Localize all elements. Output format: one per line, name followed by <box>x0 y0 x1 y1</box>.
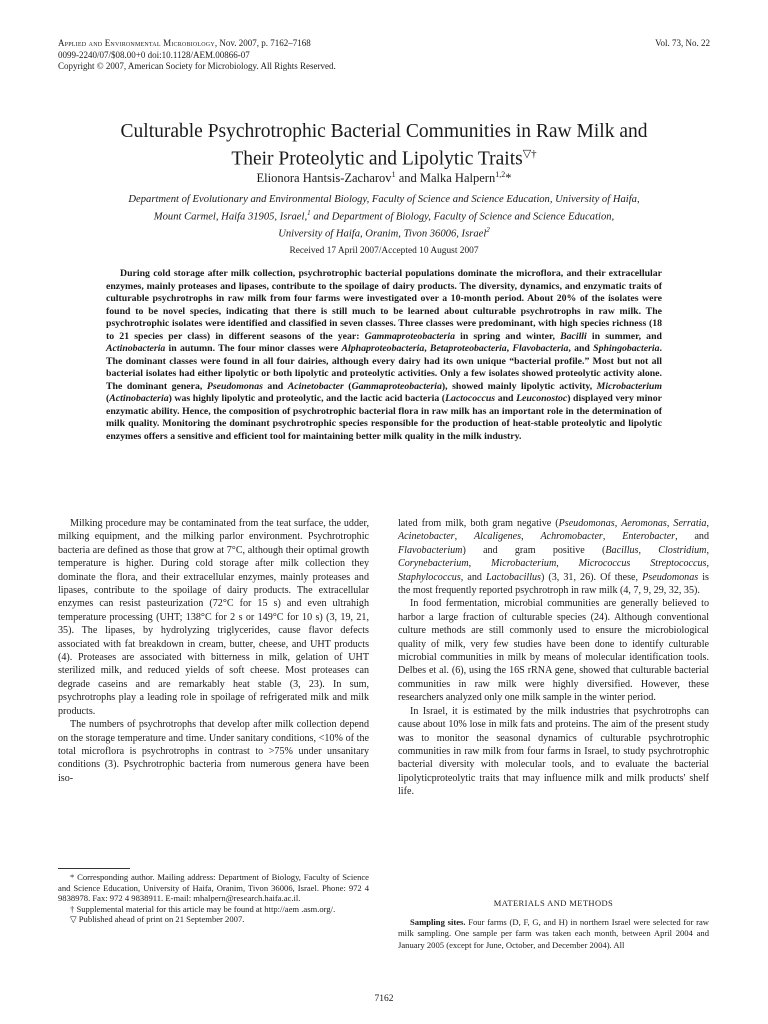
journal-name: Applied and Environmental Microbiology <box>58 38 215 48</box>
body-text: is the most frequently reported psychrotroph in raw milk (4, 7, 9, 29, 32, 35). <box>398 571 709 597</box>
copyright: Copyright © 2007, American Society for Microbiology. All Rights Reserved. <box>58 61 336 71</box>
abstract-text: , <box>506 343 513 354</box>
abstract-text: . The dominant classes were found in all four dairies, although every dairy had its own unique “bacterial profile.” Most but not all bacterial isolates had either lipolytic or both lipolytic and proteolytic activities. Only a few isolates showed proteolytic activity alone. The dominant genera, <box>106 343 662 392</box>
genus: Staphylococcus <box>398 571 461 583</box>
abstract-text: ) was highly lipolytic and proteolytic, and the lactic acid bacteria ( <box>168 393 446 404</box>
author-2: Malka Halpern <box>419 171 496 186</box>
received-date: Received 17 April 2007/Accepted 10 August 2007 <box>289 246 479 256</box>
abstract-text: ( <box>343 380 352 392</box>
body-paragraph <box>398 517 709 597</box>
taxon: Bacilli <box>560 330 587 342</box>
body-paragraph: Milking procedure may be contaminated from the teat surface, the udder, milking equipment, and the milking parlor environment. Psychrotrophic bacteria are defined as those that grow at 7°C, although their optimal growth temperature is higher. During cold storage after milk collection they dominate the flora, and their extracellular enzymes, mainly proteases and lipases, contribute to the spoilage of dairy products. The extracellular enzymes can resist pasteurization (72°C for 15 s) and even ultrahigh temperature processing (UHT; 138°C for 2 s or 149°C for 10 s) (3, 19, 21, 35). The lipases, by hydrolyzing triglycerides, cause flavor defects associated with fat breakdown in cream, butter, cheese, and UHT products (4). Proteases are associated with bitterness in milk, gelation of UHT sterilized milk, and reduced yields of soft cheese. Most proteases can degrade caseins and are remarkably heat stable (3, 23). In sum, psychrotrophs play a leading role in spoilage of refrigerated milk and milk products. <box>58 518 369 717</box>
genus: Acinetobacter <box>398 531 455 543</box>
methods-text: Four farms (D, F, G, and H) in northern Israel were selected for raw milk sampling. One sample per farm was taken each month, between April 2004 and January 2005 (except for June, October, and December 2004). All <box>398 917 709 950</box>
abstract <box>106 268 662 443</box>
affiliation-line-2b: and Department of Biology, Faculty of Science and Science Education, <box>310 211 615 223</box>
taxon: Actinobacteria <box>109 393 169 404</box>
body-paragraph: In Israel, it is estimated by the milk industries that psychrotrophs can cause about 10% lose in milk fats and proteins. The aim of the present study was to monitor the seasonal dynamics of culturable psychrotrophic communities in raw milk from four farms in Israel, to study psychrotrophic bacterial diversity with molecular tools, and to evaluate the bacterial lipolyticproteolytic traits that may influence milk and milk products' shelf life. <box>398 705 709 798</box>
subsection-heading: Sampling sites. <box>410 917 466 927</box>
taxon: Gammaproteobacteria <box>364 330 455 342</box>
body-text: , <box>454 531 474 543</box>
taxon: Betaproteobacteria <box>429 343 507 354</box>
genus: Aeromonas <box>621 518 667 529</box>
abstract-text: in spring and winter, <box>454 330 561 342</box>
abstract-text: ) displayed very minor enzymatic ability. Hence, the composition of psychrotrophic bacterial flora in raw milk has an important role in the determination of milk quality. Monitoring the dominant psychrotrophic species responsible for the production of heat-stable proteolytic and lipolytic enzymes offers a sensitive and efficient tool for maintaining better milk quality in the milk industry. <box>106 393 662 442</box>
abstract-text: ( <box>106 393 110 404</box>
body-text: , <box>602 531 623 543</box>
author-1-sup: 1 <box>391 170 396 179</box>
abstract-text: in summer, and <box>586 330 662 342</box>
body-text: , <box>706 518 710 529</box>
body-text: , <box>666 518 674 529</box>
body-column-right <box>398 517 709 799</box>
body-text: , <box>556 558 579 570</box>
genus: Corynebacterium <box>398 558 469 570</box>
section-heading-methods: MATERIALS AND METHODS <box>493 898 614 908</box>
body-paragraph: In food fermentation, microbial communities are generally believed to harbor a large fraction of culturable species (24). Although conventional culture methods are still commonly used to ensure the microbiological quality of milk, very few studies have been done to identify culturable microbial communities in milk by means of molecular identification tools. Delbes et al. (6), using the 16S rRNA gene, showed that culturable bacterial communities in raw milk were highly diversified. However, these researchers analyzed only one milk sample in the winter period. <box>398 598 709 704</box>
footnote-supplemental: † Supplemental material for this article may be found at http://aem .asm.org/. <box>70 903 336 914</box>
genus: Clostridium <box>658 544 707 556</box>
body-text: , <box>468 558 492 570</box>
body-text: lated from milk, both gram negative ( <box>398 518 559 529</box>
title-line-2: Their Proteolytic and Lipolytic Traits <box>231 148 523 170</box>
genus: Achromobacter <box>540 531 603 543</box>
journal-issn: 0099-2240/07/$08.00+0 doi:10.1128/AEM.00866-07 <box>58 49 250 60</box>
taxon: Lactococcus <box>445 393 496 404</box>
taxon: Microbacterium <box>596 380 662 392</box>
journal-citation: , Nov. 2007, p. 7162–7168 <box>214 38 311 48</box>
author-2-sup: 1,2 <box>495 170 506 179</box>
body-text <box>630 558 650 569</box>
body-column-left <box>58 517 369 785</box>
body-text: , and <box>460 571 487 583</box>
author-1: Elionora Hantsis-Zacharov <box>256 171 392 186</box>
abstract-text: in autumn. The four minor classes were <box>165 343 342 354</box>
genus: Pseudomonas <box>558 518 615 529</box>
taxon: Alphaproteobacteria <box>341 343 425 354</box>
authors-and: and <box>395 171 420 186</box>
affiliation-line-2: Mount Carmel, Haifa 31905, Israel, <box>153 211 308 223</box>
article-title <box>40 120 728 171</box>
affiliations <box>58 193 710 241</box>
body-paragraph: The numbers of psychrotrophs that develop after milk collection depend on the storage temperature and time. Under sanitary conditions, <10% of the total microflora is psychrotrophs in contrast to >75% under unsanitary conditions (3). Psychrotrophic bacteria from numerous genera have been iso- <box>58 719 369 784</box>
title-line-1: Culturable Psychrotrophic Bacterial Communities in Raw Milk and <box>120 121 648 142</box>
body-text: , <box>614 518 622 529</box>
footnote-published: ▽ Published ahead of print on 21 September 2007. <box>70 914 245 925</box>
corresponding-star: * <box>505 171 512 186</box>
body-text: ) (3, 31, 26). Of these, <box>540 571 643 583</box>
body-text: , and <box>675 531 710 543</box>
body-text: , <box>638 544 659 556</box>
authors <box>40 170 728 186</box>
affiliation-line-1: Department of Evolutionary and Environmental Biology, Faculty of Science and Science Education, University of Haifa, <box>128 194 640 205</box>
title-marks: ▽† <box>522 148 537 160</box>
taxon: Flavobacteria <box>512 343 569 354</box>
genus: Enterobacter <box>622 531 676 543</box>
taxon: Gammaproteobacteria <box>351 380 442 392</box>
body-text: ) and gram positive ( <box>462 544 606 556</box>
genus: Bacillus <box>605 544 639 556</box>
genus: Microbacterium <box>491 558 557 570</box>
body-text: , <box>521 531 541 543</box>
taxon: Acinetobacter <box>287 380 344 392</box>
volume-info: Vol. 73, No. 22 <box>655 38 710 48</box>
abstract-text: and <box>495 393 517 404</box>
affiliation-sup-1: 1 <box>307 208 311 217</box>
abstract-text: During cold storage after milk collection, psychrotrophic bacterial populations dominate the microflora, and their extracellular enzymes, mainly proteases and lipases, contribute to the spoilage of dairy products. The diversity, dynamics, and enzymatic traits of culturable psychrotrophs in raw milk from four farms were investigated over a 10-month period. About 20% of the isolates were found to be novel species, indicating that there is still much to be learned about culturable psychrotrophs in raw milk. The psychrotrophic isolates were identified and classified in seven classes. Three classes were predominant, with high species richness (18 to 21 species per class) in different seasons of the year: <box>106 268 662 342</box>
affiliation-line-3: University of Haifa, Oranim, Tivon 36006, Israel <box>278 228 487 240</box>
footnotes <box>58 872 369 925</box>
footnote-corresponding: * Corresponding author. Mailing address: Department of Biology, Faculty of Science and Science Education, University of Haifa, Oranim, Tivon 36006, Israel. Phone: 972 4 9838978. Fax: 972 4 9838911. E-mail: mhalpern@research.haifa.ac.il. <box>58 872 369 904</box>
abstract-text: ), showed mainly lipolytic activity, <box>441 380 597 392</box>
abstract-text: and <box>262 380 288 392</box>
genus: Micrococcus <box>578 558 631 570</box>
abstract-text: , <box>424 343 430 354</box>
taxon: Sphingobacteria <box>593 343 660 354</box>
genus: Flavobacterium <box>398 544 463 556</box>
body-text: , <box>706 558 709 570</box>
footnote-rule <box>58 868 130 869</box>
page-number: 7162 <box>374 994 394 1004</box>
methods-paragraph <box>398 917 709 951</box>
taxon: Leuconostoc <box>516 393 568 404</box>
abstract-text: , and <box>568 343 594 354</box>
journal-header <box>58 38 336 73</box>
genus: Serratia <box>673 518 707 529</box>
body-text: , <box>706 544 710 556</box>
genus: Streptococcus <box>650 558 707 570</box>
genus: Pseudomonas <box>642 571 699 583</box>
taxon: Actinobacteria <box>106 343 166 354</box>
genus: Lactobacillus <box>486 571 541 583</box>
taxon: Pseudomonas <box>206 380 263 392</box>
genus: Alcaligenes <box>473 531 522 543</box>
affiliation-sup-2: 2 <box>486 225 490 234</box>
